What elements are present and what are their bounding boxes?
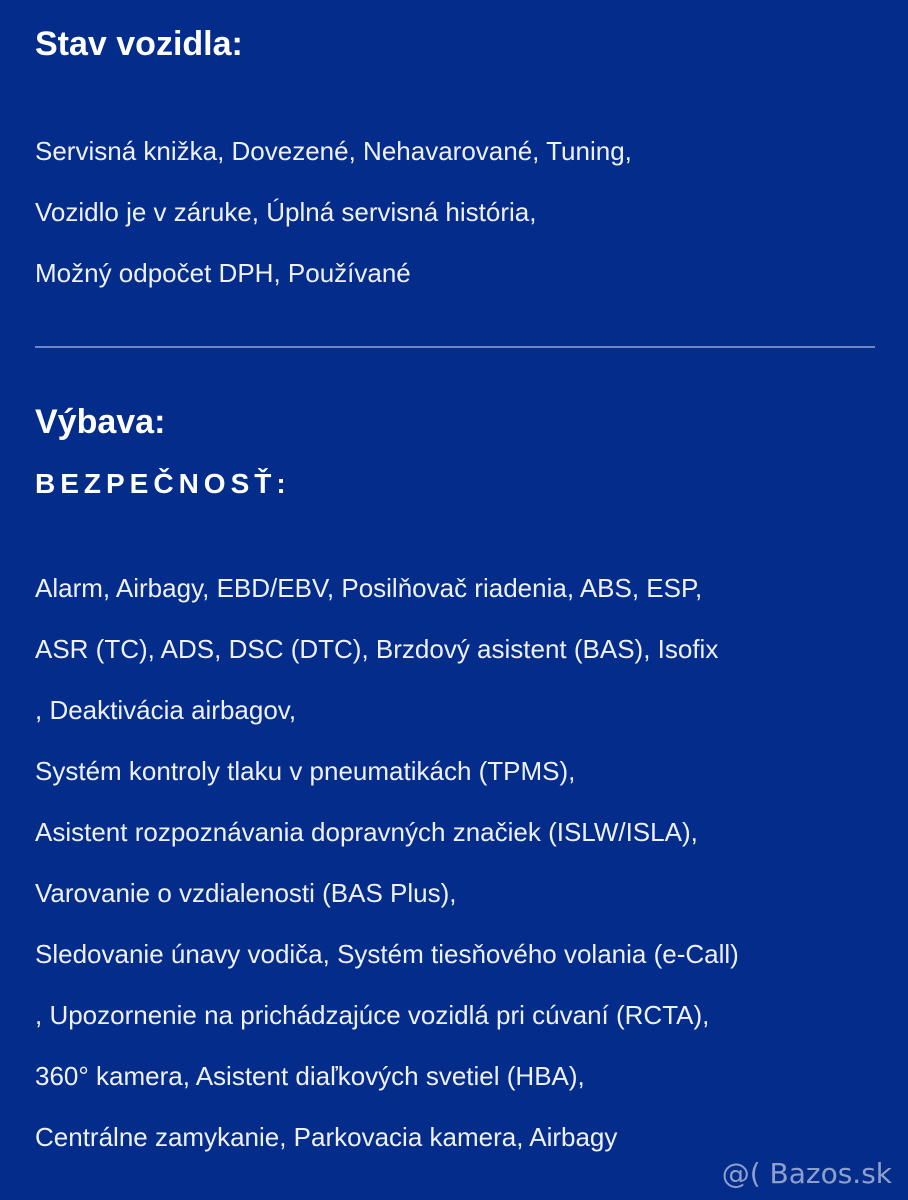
equipment-line-5: Asistent rozpoznávania dopravných značiek (ISLW/ISLA), [35, 817, 698, 847]
equipment-heading: Výbava: [35, 403, 166, 441]
vehicle-state-line-1: Servisná knižka, Dovezené, Nehavarované, Tuning, [35, 136, 632, 166]
equipment-line-4: Systém kontroly tlaku v pneumatikách (TPMS), [35, 756, 576, 786]
vehicle-state-heading: Stav vozidla: [35, 25, 243, 63]
equipment-line-1: Alarm, Airbagy, EBD/EBV, Posilňovač riadenia, ABS, ESP, [35, 573, 703, 603]
equipment-line-2: ASR (TC), ADS, DSC (DTC), Brzdový asistent (BAS), Isofix [35, 634, 719, 664]
section-divider [35, 346, 875, 348]
equipment-line-10: Centrálne zamykanie, Parkovacia kamera, Airbagy [35, 1122, 618, 1152]
vehicle-state-line-2: Vozidlo je v záruke, Úplná servisná história, [35, 197, 537, 227]
bazos-watermark: @( Bazos.sk [721, 1157, 892, 1190]
equipment-line-3: , Deaktivácia airbagov, [35, 695, 297, 725]
equipment-line-7: Sledovanie únavy vodiča, Systém tiesňového volania (e-Call) [35, 939, 739, 969]
equipment-line-8: , Upozornenie na prichádzajúce vozidlá pri cúvaní (RCTA), [35, 1000, 710, 1030]
equipment-line-6: Varovanie o vzdialenosti (BAS Plus), [35, 878, 457, 908]
equipment-line-9: 360° kamera, Asistent diaľkových svetiel (HBA), [35, 1061, 585, 1091]
vehicle-state-line-3: Možný odpočet DPH, Používané [35, 258, 411, 288]
safety-subheading: BEZPEČNOSŤ: [35, 468, 291, 499]
